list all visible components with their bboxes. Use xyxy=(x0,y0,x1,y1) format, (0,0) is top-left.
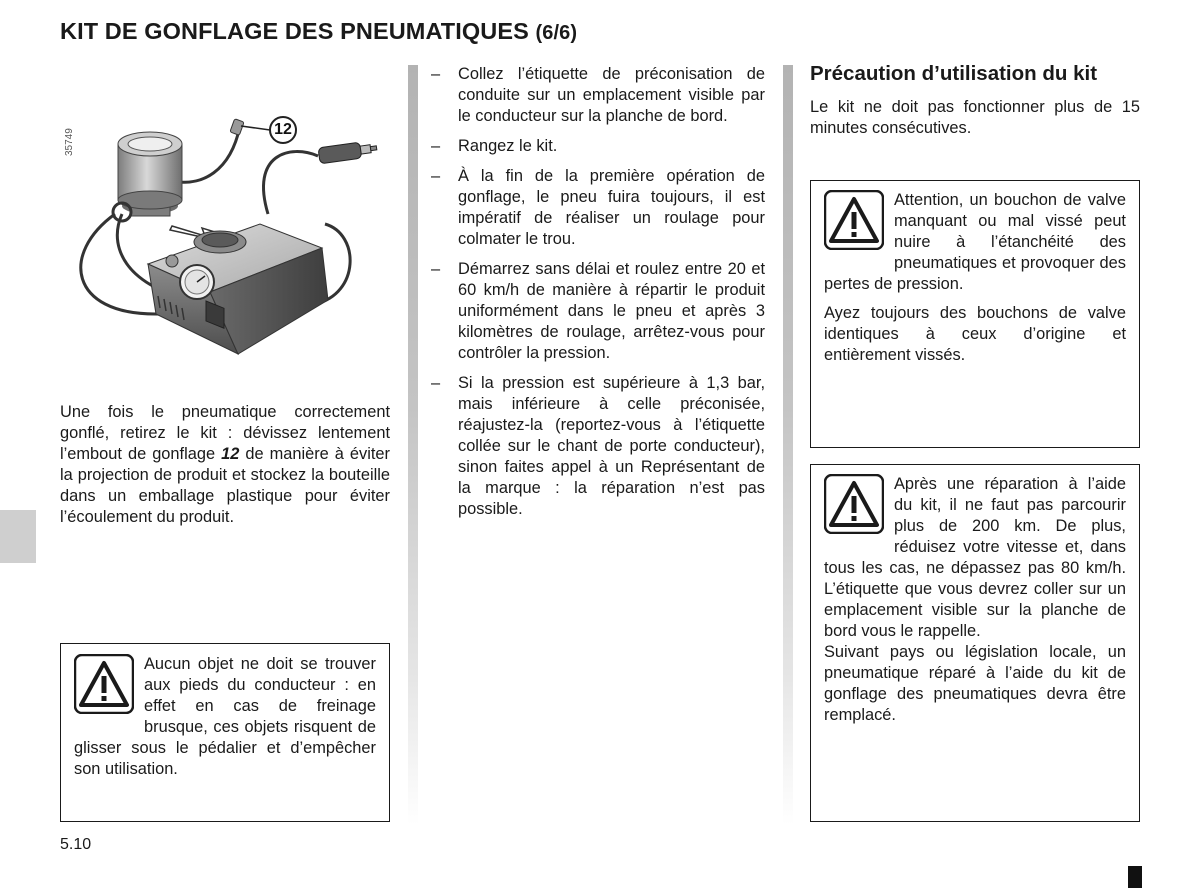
warning-triangle-icon xyxy=(824,474,884,534)
compressor-drawing xyxy=(60,64,390,364)
instructions-list xyxy=(431,64,765,529)
list-item: – Collez l’étiquette de préconisation de conduite sur un emplacement visible par le conducteur sur la planche de bord. xyxy=(431,65,765,125)
list-item: – Rangez le kit. xyxy=(431,137,558,155)
warning-triangle-icon xyxy=(824,190,884,250)
inflation-kit-illustration xyxy=(60,64,390,364)
warning-text-valve-cap-2: Ayez toujours des bouchons de valve identiques à ceux d’origine et entièrement vissés. xyxy=(824,304,1126,364)
warning-text-valve-cap: Attention, un bouchon de valve manquant ou mal vissé peut nuire à l’étanchéité des pneumatiques et provoquer des pertes de pression. xyxy=(824,191,1126,293)
warning-box-valve-cap xyxy=(810,180,1140,448)
title-text: KIT DE GONFLAGE DES PNEUMATIQUES xyxy=(60,18,529,44)
list-item: – À la fin de la première opération de gonflage, le pneu fuira toujours, il est impératif de réaliser un roulage pour colmater le trou. xyxy=(431,167,765,248)
column-separator-right xyxy=(783,65,793,825)
warning-box-after-repair xyxy=(810,464,1140,822)
warning-text-after-repair-2: Suivant pays ou législation locale, un pneumatique réparé à l’aide du kit de gonflage des pneumatiques devra être remplacé. xyxy=(824,643,1126,724)
warning-box-driver-feet xyxy=(60,643,390,822)
list-item: – Démarrez sans délai et roulez entre 20 et 60 km/h de manière à répartir le produit uniformément dans le pneu et après 3 kilomètres de roulage, arrêtez-vous pour contrôler la pression. xyxy=(431,260,765,362)
warning-text-after-repair: Après une réparation à l’aide du kit, il ne faut pas parcourir plus de 200 km. De plus, réduisez votre vitesse et, dans tous les cas, ne dépassez pas 80 km/h. L’étiquette que vous devrez coller sur un emplacement visible sur la planche de bord vous le rappelle. xyxy=(824,475,1126,640)
page-corner-mark xyxy=(1128,866,1142,888)
title-part-number: (6/6) xyxy=(535,22,578,44)
callout-12: 12 xyxy=(269,116,297,144)
list-item: – Si la pression est supérieure à 1,3 bar, mais inférieure à celle préconisée, réajustez-la (reportez-vous à l’étiquette collée sur le chant de porte conducteur), sinon faites appel à un Représentant de la marque : la réparation n’est pas possible. xyxy=(431,374,765,518)
warning-text-driver-feet: Aucun objet ne doit se trouver aux pieds du conducteur : en effet en cas de freinage brusque, ces objets risquent de glisser sous le pédalier et d’empêcher son utilisation. xyxy=(74,655,376,778)
reference-number-12: 12 xyxy=(221,445,240,463)
page-number: 5.10 xyxy=(60,836,92,853)
chapter-side-tab xyxy=(0,510,36,563)
page-title xyxy=(60,18,577,45)
section-heading-precaution: Précaution d’utilisation du kit xyxy=(810,62,1098,85)
paragraph-usage-duration: Le kit ne doit pas fonctionner plus de 15 minutes consécutives. xyxy=(810,98,1140,137)
figure-code: 35749 xyxy=(64,128,75,156)
warning-triangle-icon xyxy=(74,654,134,714)
paragraph-kit-removal: Une fois le pneumatique correctement gonflé, retirez le kit : dévissez lentement l’embout de gonflage 12 de manière à éviter la projection de produit et stockez la bouteille dans un emballage plastique pour éviter l’écoulement du produit. xyxy=(60,403,390,526)
column-separator-left xyxy=(408,65,418,825)
